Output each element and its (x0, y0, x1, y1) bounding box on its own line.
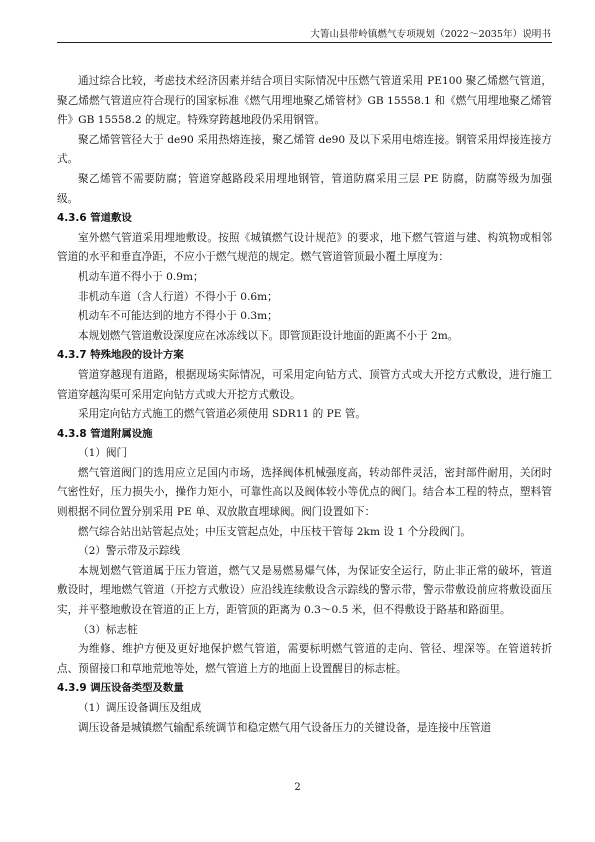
paragraph: 本规划燃气管道敷设深度应在冰冻线以下。即管顶距设计地面的距离不小于 2m。 (78, 329, 459, 342)
subheading-regulator-composition: （1）调压设备调压及组成 (78, 702, 202, 714)
subheading-warning-tape: （2）警示带及示踪线 (78, 545, 181, 558)
paragraph: 管道穿越现有道路，根据现场实际情况，可采用定向钻方式、顶管方式或大开挖方式敷设，进行施工管道穿越沟渠可采用定向钻方式或大开挖方式敷设。 (57, 368, 552, 401)
paragraph: 通过综合比较，考虑技术经济因素并结合项目实际情况中压燃气管道采用 PE100 聚乙烯燃气管道，聚乙烯燃气管道应符合现行的国家标准《燃气用埋地聚乙烯管材》GB 15558.1 和《燃气用埋地聚乙烯管件》GB 15558.2 的规定。特殊穿跨越地段仍采用钢管。 (57, 75, 552, 127)
list-item: 非机动车道（含人行道）不得小于 0.6m； (78, 290, 278, 303)
page-number: 2 (294, 782, 301, 793)
paragraph: 采用定向钻方式施工的燃气管道必须使用 SDR11 的 PE 管。 (78, 408, 367, 421)
paragraph: 为维修、维护方便及更好地保护燃气管道，需要标明燃气管道的走向、管径、埋深等。在管道转折点、预留接口和草地荒地等处，燃气管道上方的地面上设置醒目的标志桩。 (57, 643, 552, 675)
paragraph: 室外燃气管道采用埋地敷设。按照《城镇燃气设计规范》的要求，地下燃气管道与建、构筑物或相邻管道的水平和垂直净距，不应小于燃气规范的规定。燃气管道管顶最小覆土厚度为： (57, 231, 552, 264)
paragraph: 本规划燃气管道属于压力管道，燃气又是易燃易爆气体，为保证安全运行，防止非正常的破坏，管道敷设时，埋地燃气管道（开挖方式敷设）应沿线连续敷设含示踪线的警示带，警示带敷设前应将敷设面压实，并平整地敷设在管道的正上方，距管顶的距离为 0.3～0.5 米，但不得敷设于路基和路面里。 (57, 564, 552, 617)
subheading-marker-posts: （3）标志桩 (78, 623, 138, 636)
list-item: 机动车不可能达到的地方不得小于 0.3m； (78, 310, 278, 323)
section-heading-4-3-8: 4.3.8 管道附属设施 (57, 427, 153, 440)
page-header: 大箐山县带岭镇燃气专项规划（2022～2035年）说明书 (310, 29, 551, 40)
paragraph: 调压设备是城镇燃气输配系统调节和稳定燃气用气设备压力的关键设备，是连接中压管道 (78, 721, 492, 734)
list-item: 机动车道不得小于 0.9m； (78, 270, 204, 283)
paragraph: 聚乙烯管不需要防腐；管道穿越路段采用埋地钢管，管道防腐采用三层 PE 防腐，防腐等级为加强级。 (57, 172, 552, 205)
paragraph: 聚乙烯管管径大于 de90 采用热熔连接，聚乙烯管 de90 及以下采用电熔连接。钢管采用焊接连接方式。 (57, 133, 552, 166)
section-heading-4-3-7: 4.3.7 特殊地段的设计方案 (57, 349, 184, 362)
document-body (57, 72, 552, 738)
paragraph: 燃气管道阀门的选用应立足国内市场，选择阀体机械强度高，转动部件灵活，密封部件耐用，关闭时气密性好，压力损失小，操作力矩小，可靠性高以及阀体较小等优点的阀门。结合本工程的特点，塑料管则根据不同位置分别采用 PE 单、双放散直埋球阀。阀门设置如下： (57, 466, 552, 519)
section-heading-4-3-6: 4.3.6 管道敷设 (57, 212, 132, 225)
subheading-valves: （1）阀门 (78, 447, 128, 460)
paragraph: 燃气综合站出站管起点处；中压支管起点处，中压枝干管每 2km 设 1 个分段阀门。 (78, 525, 472, 538)
section-heading-4-3-9: 4.3.9 调压设备类型及数量 (57, 682, 184, 695)
header-divider (57, 42, 552, 43)
